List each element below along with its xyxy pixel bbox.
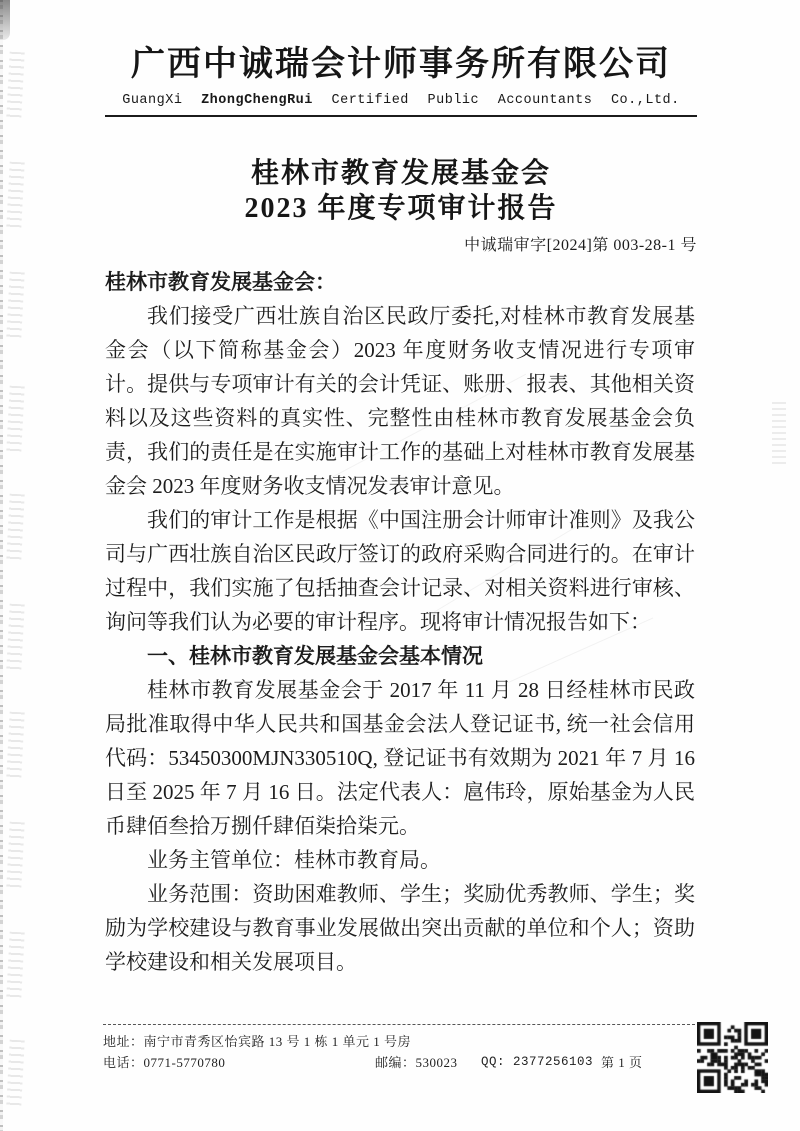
report-body <box>105 265 695 979</box>
scan-bleedthrough-mark <box>6 712 24 779</box>
scan-bleedthrough-mark <box>6 272 24 339</box>
paragraph-supervising-unit: 业务主管单位：桂林市教育局。 <box>147 848 441 872</box>
qr-code-icon <box>697 1022 768 1093</box>
footer-phone: 电话：0771-5770780 <box>103 1055 226 1070</box>
paragraph-foundation-registration: 桂林市教育发展基金会于 2017 年 11 月 28 日经桂林市民政局批准取得中华人民共和国基金会法人登记证书, 统一社会信用代码：53450300MJN330510Q, 登记证书有效期为 2021 年 7 月 16 日至 2025 年 7 月 16 日。法定代表人：扈伟玲，原始基金为人民币肆佰叁拾万捌仟肆佰柒拾柒元。 <box>105 678 695 838</box>
paragraph-business-scope: 业务范围：资助困难教师、学生；奖励优秀教师、学生；奖励为学校建设与教育事业发展做出突出贡献的单位和个人；资助学校建设和相关发展项目。 <box>105 882 695 974</box>
report-title-block <box>105 156 697 256</box>
paragraph-audit-engagement: 我们接受广西壮族自治区民政厅委托,对桂林市教育发展基金会（以下简称基金会）2023 年度财务收支情况进行专项审计。提供与专项审计有关的会计凭证、账册、报表、其他相关资料以及这些资料的真实性、完整性由桂林市教育发展基金会负责，我们的责任是在实施审计工作的基础上对桂林市教育发展基金会 2023 年度财务收支情况发表审计意见。 <box>105 304 695 498</box>
scan-bleedthrough-mark <box>6 52 24 119</box>
paragraph-audit-basis: 我们的审计工作是根据《中国注册会计师审计准则》及我公司与广西壮族自治区民政厅签订的政府采购合同进行的。在审计过程中，我们实施了包括抽查会计记录、对相关资料进行审核、询问等我们认为必要的审计程序。现将审计情况报告如下： <box>105 508 695 634</box>
scan-bleedthrough-mark <box>6 822 24 889</box>
scan-bleedthrough-mark <box>6 386 24 453</box>
report-title-line2: 2023 年度专项审计报告 <box>244 193 558 224</box>
footer-qq: QQ: 2377256103 <box>481 1055 594 1069</box>
footer-contact-row <box>103 1053 695 1072</box>
company-en-brand: ZhongChengRui <box>201 93 313 108</box>
scan-corner-artifact <box>0 0 10 40</box>
company-en-suffix: Certified Public Accountants Co.,Ltd. <box>331 93 680 108</box>
scan-bleedthrough-mark <box>6 1040 24 1107</box>
scan-edge-artifact <box>0 0 3 1131</box>
document-number: 中诚瑞审字[2024]第 003-28-1 号 <box>464 237 697 254</box>
company-name-english <box>105 92 697 110</box>
page-number: 第 1 页 <box>601 1055 643 1070</box>
scan-margin-smudge <box>772 402 786 466</box>
section1-heading: 一、桂林市教育发展基金会基本情况 <box>147 644 483 668</box>
report-title-line1: 桂林市教育发展基金会 <box>250 158 551 189</box>
page-footer <box>103 1024 695 1072</box>
letterhead-divider <box>105 115 697 117</box>
scan-bleedthrough-mark <box>6 932 24 999</box>
footer-address: 地址：南宁市青秀区怡宾路 13 号 1 栋 1 单元 1 号房 <box>103 1034 412 1049</box>
scan-bleedthrough-mark <box>6 494 24 561</box>
company-name-chinese: 广西中诚瑞会计师事务所有限公司 <box>131 46 671 83</box>
company-en-prefix: GuangXi <box>122 93 183 108</box>
scan-bleedthrough-mark <box>6 162 24 229</box>
footer-postal-code: 邮编：530023 <box>375 1055 458 1070</box>
salutation: 桂林市教育发展基金会： <box>105 270 336 294</box>
scan-bleedthrough-mark <box>6 604 24 671</box>
letterhead <box>105 40 697 117</box>
